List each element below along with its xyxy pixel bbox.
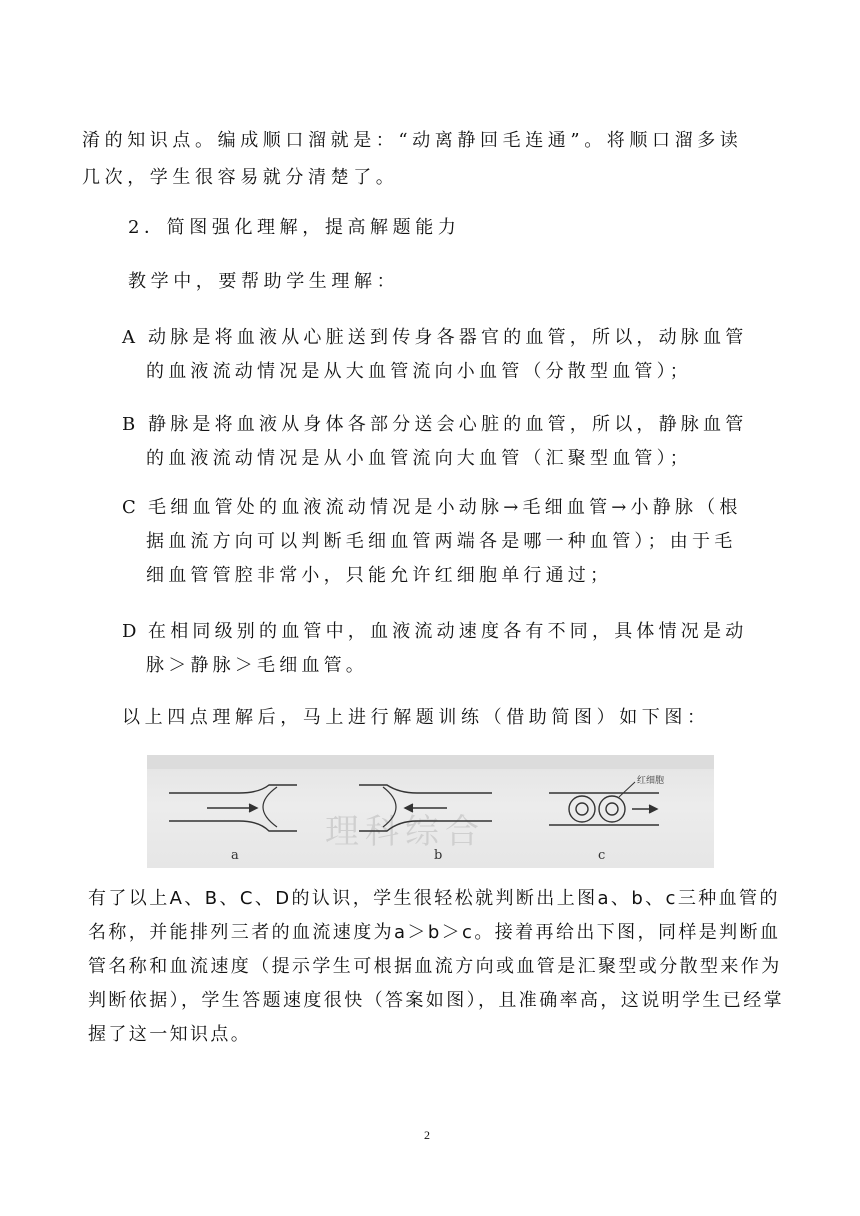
paragraph-line: 有了以上A、B、C、D的认识，学生很轻松就判断出上图a、b、c三种血管的 bbox=[88, 888, 780, 909]
figure-label-a: a bbox=[231, 848, 239, 863]
vessel-c-diagram bbox=[549, 782, 659, 825]
paragraph-line: 名称，并能排列三者的血流速度为a＞b＞c。接着再给出下图，同样是判断血 bbox=[88, 922, 781, 943]
list-item-b bbox=[122, 413, 822, 481]
item-letter: B bbox=[122, 414, 136, 435]
red-cell-callout: 红细胞 bbox=[637, 776, 665, 786]
item-text: 脉＞静脉＞毛细血管。 bbox=[146, 655, 368, 676]
item-text: 毛细血管处的血液流动情况是小动脉→毛细血管→小静脉（根 bbox=[148, 497, 742, 518]
item-text: 的血液流动情况是从小血管流向大血管（汇聚型血管）； bbox=[146, 448, 692, 469]
page-number: 2 bbox=[424, 1128, 430, 1142]
paragraph-line: 判断依据），学生答题速度很快（答案如图），且准确率高，这说明学生已经掌 bbox=[88, 990, 784, 1011]
vessel-a-diagram bbox=[169, 785, 297, 831]
figure-watermark: 理科综合 bbox=[325, 812, 485, 852]
section-heading: 2．简图强化理解，提高解题能力 bbox=[128, 217, 461, 238]
intro-text: 教学中，要帮助学生理解： bbox=[128, 271, 400, 292]
figure-label-c: c bbox=[598, 848, 606, 863]
item-text: 细血管管腔非常小，只能允许红细胞单行通过； bbox=[146, 565, 613, 586]
transition-text: 以上四点理解后，马上进行解题训练（借助简图）如下图： bbox=[122, 707, 710, 728]
list-item-d bbox=[122, 620, 822, 688]
paragraph-line: 握了这一知识点。 bbox=[88, 1024, 252, 1045]
list-item-c bbox=[122, 496, 822, 598]
item-letter: D bbox=[122, 621, 137, 642]
item-text: 静脉是将血液从身体各部分送会心脏的血管，所以，静脉血管 bbox=[148, 414, 748, 435]
paragraph-line: 淆的知识点。编成顺口溜就是：“动离静回毛连通”。将顺口溜多读 bbox=[82, 130, 743, 151]
item-text: 动脉是将血液从心脏送到传身各器官的血管，所以，动脉血管 bbox=[148, 327, 748, 348]
figure-label-b: b bbox=[434, 848, 443, 863]
item-letter: A bbox=[122, 327, 135, 348]
list-item-a bbox=[122, 326, 822, 394]
paragraph-line: 管名称和血流速度（提示学生可根据血流方向或血管是汇聚型或分散型来作为 bbox=[88, 956, 782, 977]
item-text: 在相同级别的血管中，血液流动速度各有不同，具体情况是动 bbox=[148, 621, 748, 642]
conclusion-paragraph bbox=[88, 882, 788, 1052]
blood-vessel-figure bbox=[147, 755, 714, 868]
paragraph-line: 几次，学生很容易就分清楚了。 bbox=[82, 167, 399, 188]
item-letter: C bbox=[122, 497, 136, 518]
bleed-through-band bbox=[147, 755, 714, 769]
item-text: 的血液流动情况是从大血管流向小血管（分散型血管）； bbox=[146, 361, 692, 382]
item-text: 据血流方向可以判断毛细血管两端各是哪一种血管）；由于毛 bbox=[146, 531, 737, 552]
